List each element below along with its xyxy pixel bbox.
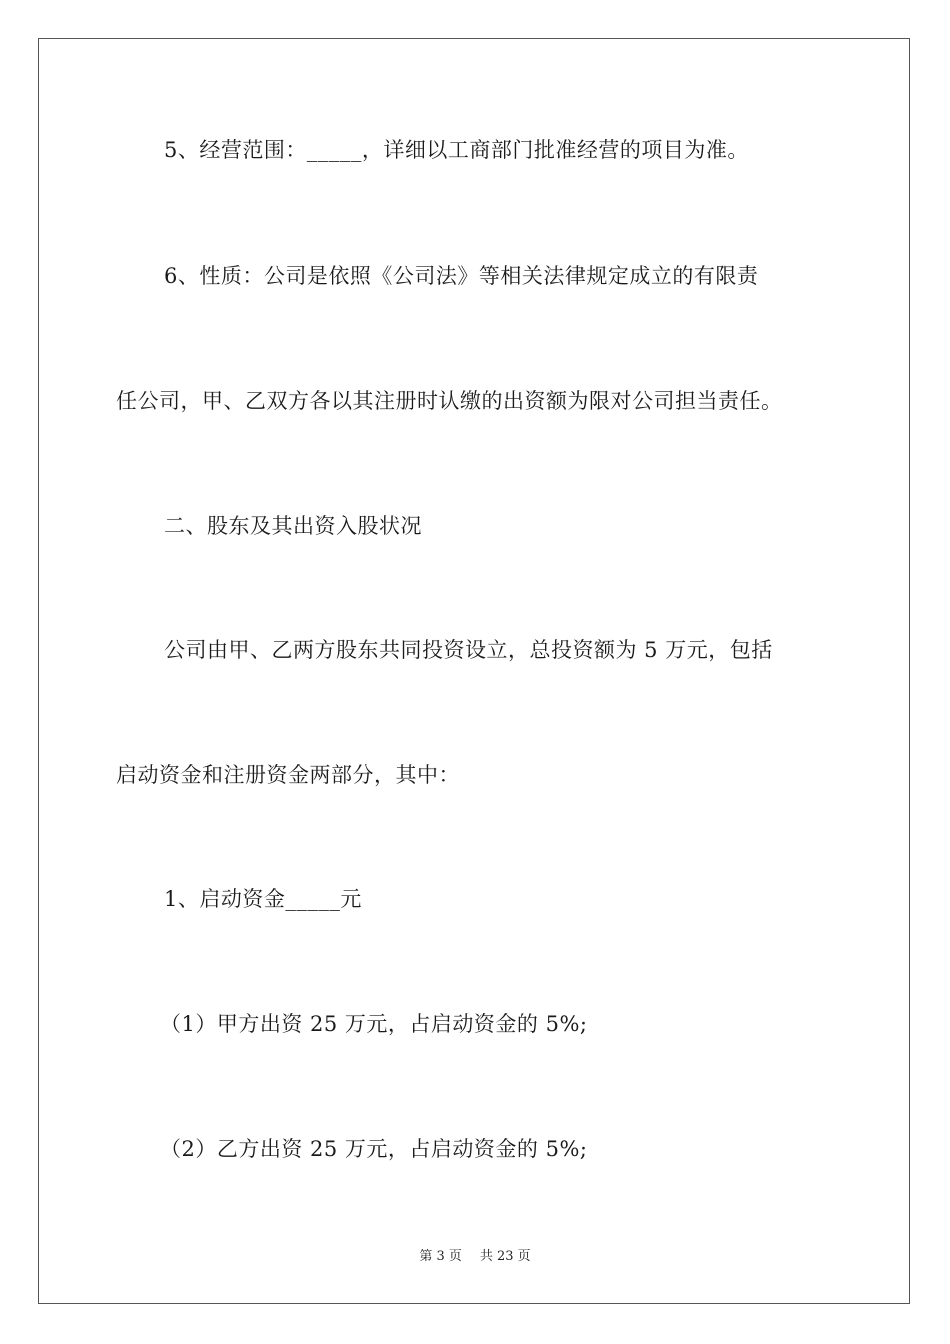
page-footer	[0, 1248, 950, 1266]
section-heading-shareholders: 二、股东及其出资入股状况	[164, 514, 422, 538]
paragraph-investment-line-1: 公司由甲、乙两方股东共同投资设立，总投资额为 5 万元，包括	[164, 638, 773, 662]
page-total: 共 23 页	[479, 1249, 531, 1264]
page-number: 第 3 页	[419, 1249, 462, 1264]
item-party-a-contribution: （1）甲方出资 25 万元，占启动资金的 5%;	[160, 1012, 588, 1036]
paragraph-nature-line-2: 任公司，甲、乙双方各以其注册时认缴的出资额为限对公司担当责任。	[116, 389, 783, 413]
item-startup-capital: 1、启动资金_____元	[164, 887, 362, 911]
item-party-b-contribution: （2）乙方出资 25 万元，占启动资金的 5%;	[160, 1137, 588, 1161]
paragraph-business-scope: 5、经营范围：_____，详细以工商部门批准经营的项目为准。	[164, 138, 749, 162]
page-border	[38, 38, 910, 1304]
paragraph-nature-line-1: 6、性质：公司是依照《公司法》等相关法律规定成立的有限责	[164, 264, 759, 288]
paragraph-investment-line-2: 启动资金和注册资金两部分，其中：	[116, 763, 460, 787]
